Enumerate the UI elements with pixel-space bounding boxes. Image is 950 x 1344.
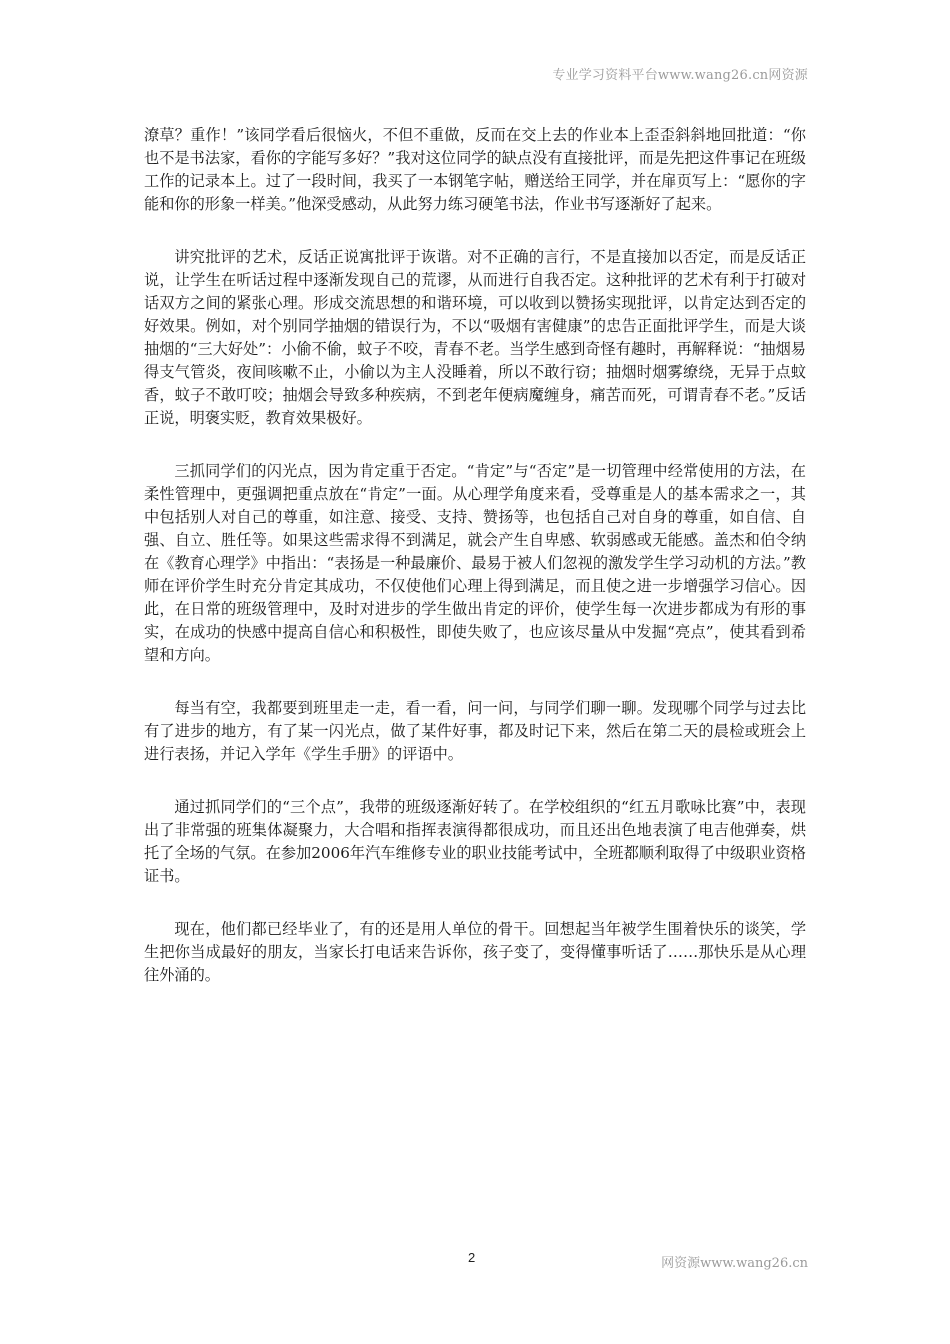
page-number: 2 bbox=[468, 1250, 476, 1265]
paragraph-results: 通过抓同学们的“三个点”，我带的班级逐渐好转了。在学校组织的“红五月歌咏比赛”中，表现出了非常强的班集体凝聚力，大合唱和指挥表演得都很成功，而且还出色地表演了电吉他弹奏，烘托了全场的气氛。在参加2006年汽车维修专业的职业技能考试中，全班都顺利取得了中级职业资格证书。 bbox=[144, 798, 806, 885]
article-body bbox=[144, 124, 806, 1017]
footer-watermark: 网资源www.wang26.cn bbox=[661, 1256, 808, 1271]
paragraph-conclusion: 现在，他们都已经毕业了，有的还是用人单位的骨干。回想起当年被学生围着快乐的谈笑，学生把你当成最好的朋友，当家长打电话来告诉你，孩子变了，变得懂事听话了……那快乐是从心理往外涌的。 bbox=[144, 920, 806, 984]
header-watermark: 专业学习资料平台www.wang26.cn网资源 bbox=[552, 68, 808, 83]
paragraph-continuation: 潦草？重作！”该同学看后很恼火，不但不重做，反而在交上去的作业本上歪歪斜斜地回批道：“你也不是书法家，看你的字能写多好？”我对这位同学的缺点没有直接批评，而是先把这件事记在班级工作的记录本上。过了一段时间，我买了一本钢笔字帖，赠送给王同学，并在扉页写上：“愿你的字能和你的形象一样美。”他深受感动，从此努力练习硬笔书法，作业书写逐渐好了起来。 bbox=[144, 126, 806, 213]
paragraph-highlights: 三抓同学们的闪光点，因为肯定重于否定。“肯定”与“否定”是一切管理中经常使用的方法，在柔性管理中，更强调把重点放在“肯定”一面。从心理学角度来看，受尊重是人的基本需求之一，其中包括别人对自己的尊重，如注意、接受、支持、赞扬等，也包括自己对自身的尊重，如自信、自强、自立、胜任等。如果这些需求得不到满足，就会产生自卑感、软弱感或无能感。盖杰和伯令纳在《教育心理学》中指出：“表扬是一种最廉价、最易于被人们忽视的激发学生学习动机的方法。”教师在评价学生时充分肯定其成功，不仅使他们心理上得到满足，而且使之进一步增强学习信心。因此，在日常的班级管理中，及时对进步的学生做出肯定的评价，使学生每一次进步都成为有形的事实，在成功的快感中提高自信心和积极性，即使失败了，也应该尽量从中发掘“亮点”，使其看到希望和方向。 bbox=[144, 462, 806, 664]
paragraph-daily-practice: 每当有空，我都要到班里走一走，看一看，问一问，与同学们聊一聊。发现哪个同学与过去比有了进步的地方，有了某一闪光点，做了某件好事，都及时记下来，然后在第二天的晨检或班会上进行表扬，并记入学年《学生手册》的评语中。 bbox=[144, 699, 806, 763]
paragraph-criticism-art: 讲究批评的艺术，反话正说寓批评于诙谐。对不正确的言行，不是直接加以否定，而是反话正说，让学生在听话过程中逐渐发现自己的荒谬，从而进行自我否定。这种批评的艺术有利于打破对话双方之间的紧张心理。形成交流思想的和谐环境，可以收到以赞扬实现批评，以肯定达到否定的好效果。例如，对个别同学抽烟的错误行为，不以“吸烟有害健康”的忠告正面批评学生，而是大谈抽烟的“三大好处”：小偷不偷，蚊子不咬，青春不老。当学生感到奇怪有趣时，再解释说：“抽烟易得支气管炎，夜间咳嗽不止，小偷以为主人没睡着，所以不敢行窃；抽烟时烟雾缭绕，无异于点蚊香，蚊子不敢叮咬；抽烟会导致多种疾病，不到老年便病魔缠身，痛苦而死，可谓青春不老。”反话正说，明褒实贬，教育效果极好。 bbox=[144, 248, 806, 427]
